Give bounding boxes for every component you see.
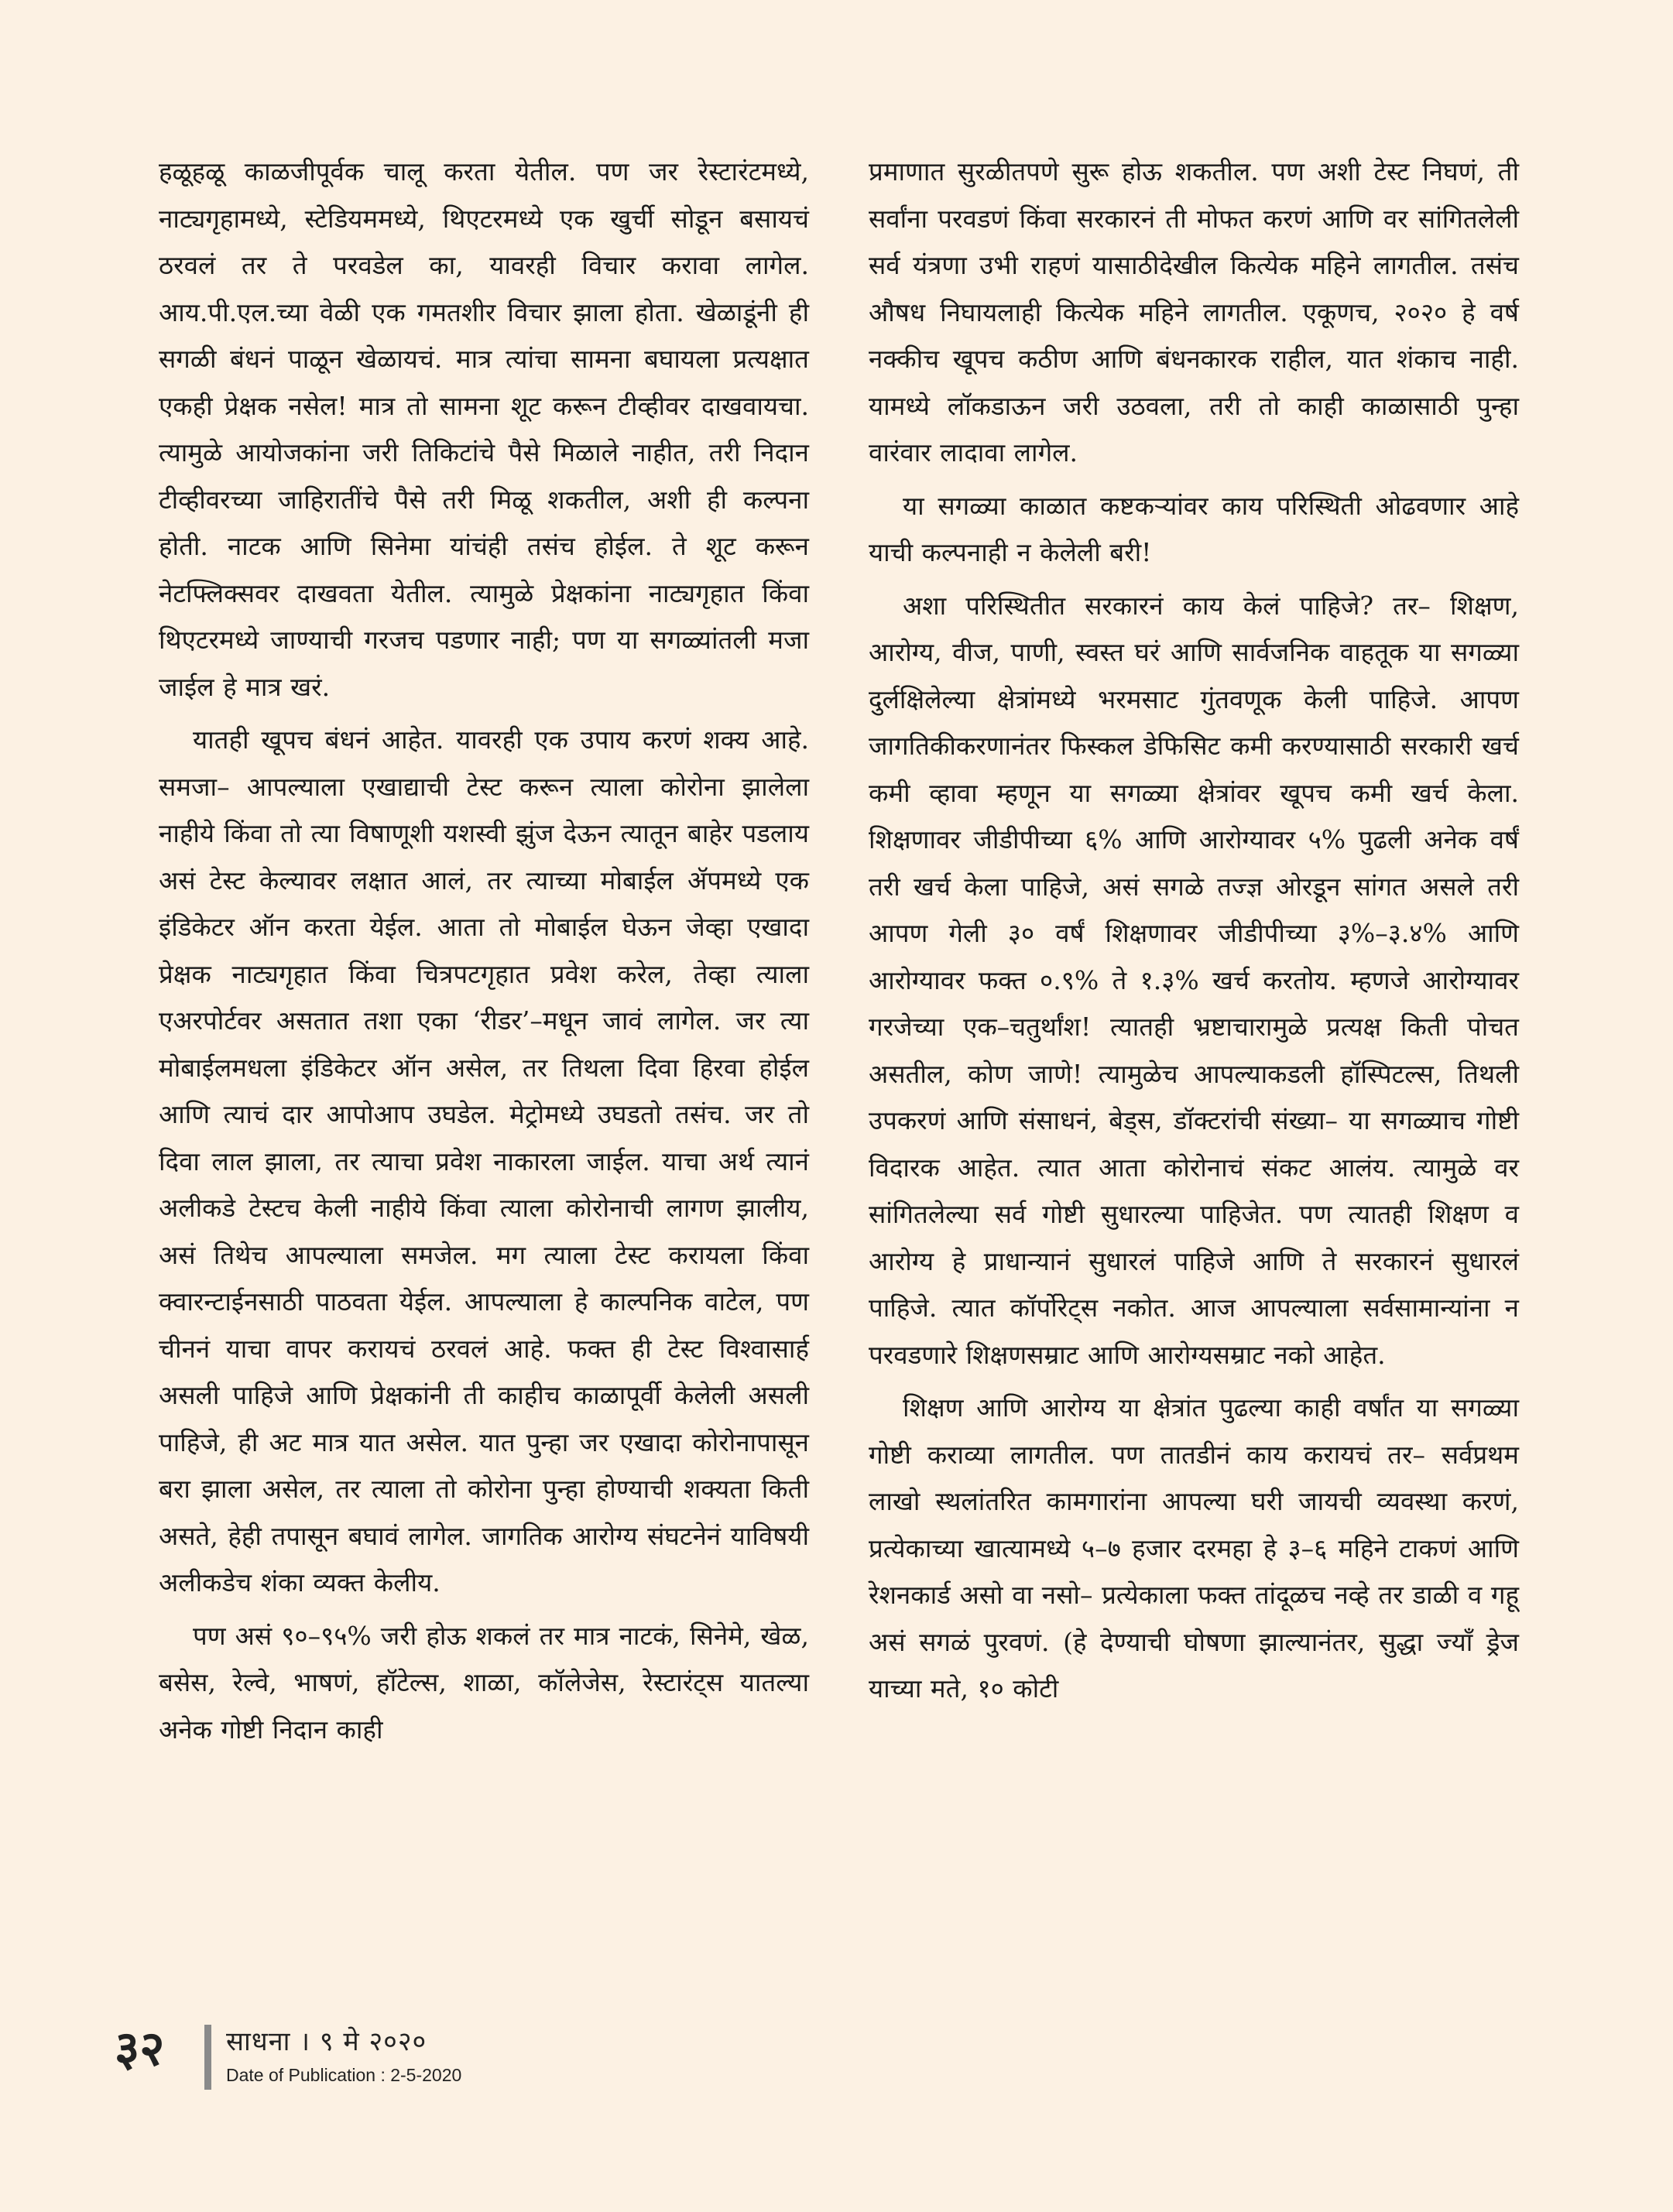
page-footer [115, 2020, 734, 2091]
paragraph: प्रमाणात सुरळीतपणे सुरू होऊ शकतील. पण अशी टेस्ट निघणं, ती सर्वांना परवडणं किंवा सरकारनं ती मोफत करणं आणि वर सांगितलेली सर्व यंत्रणा उभी राहणं यासाठीदेखील कित्येक महिने लागतील. तसंच औषध निघायलाही कित्येक महिने लागतील. एकूणच, २०२० हे वर्ष नक्कीच खूपच कठीण आणि बंधनकारक राहील, यात शंकाच नाही. यामध्ये लॉकडाऊन जरी उठवला, तरी तो काही काळासाठी पुन्हा वारंवार लादावा लागेल. [869, 156, 1519, 467]
footer-divider [204, 2025, 211, 2090]
paragraph: अशा परिस्थितीत सरकारनं काय केलं पाहिजे? तर– शिक्षण, आरोग्य, वीज, पाणी, स्वस्त घरं आणि सार्वजनिक वाहतूक या सगळ्या दुर्लक्षिलेल्या क्षेत्रांमध्ये भरमसाट गुंतवणूक केली पाहिजे. आपण जागतिकीकरणानंतर फिस्कल डेफिसिट कमी करण्यासाठी सरकारी खर्च कमी व्हावा म्हणून या सगळ्या क्षेत्रांवर खूपच कमी खर्च केला. शिक्षणावर जीडीपीच्या ६% आणि आरोग्यावर ५% पुढली अनेक वर्षं तरी खर्च केला पाहिजे, असं सगळे तज्ज्ञ ओरडून सांगत असले तरी आपण गेली ३० वर्षं शिक्षणावर जीडीपीच्या ३%–३.४% आणि आरोग्यावर फक्त ०.९% ते १.३% खर्च करतोय. म्हणजे आरोग्यावर गरजेच्या एक–चतुर्थांश! त्यातही भ्रष्टाचारामुळे प्रत्यक्ष किती पोचत असतील, कोण जाणे! त्यामुळेच आपल्याकडली हॉस्पिटल्स, तिथली उपकरणं आणि संसाधनं, बेड्‌स, डॉक्टरांची संख्या– या सगळ्याच गोष्टी विदारक आहेत. त्यात आता कोरोनाचं संकट आलंय. त्यामुळे वर सांगितलेल्या सर्व गोष्टी सुधारल्या पाहिजेत. पण त्यातही शिक्षण व आरोग्य हे प्राधान्यानं सुधारलं पाहिजे आणि ते सरकारनं सुधारलं पाहिजे. त्यात कॉर्पोरेट्‌स नकोत. आज आपल्याला सर्वसामान्यांना न परवडणारे शिक्षणसम्राट आणि आरोग्यसम्राट नको आहेत. [869, 590, 1519, 1370]
paragraph: हळूहळू काळजीपूर्वक चालू करता येतील. पण जर रेस्टारंटमध्ये, नाट्यगृहामध्ये, स्टेडियममध्ये, थिएटरमध्ये एक खुर्ची सोडून बसायचं ठरवलं तर ते परवडेल का, यावरही विचार करावा लागेल. आय.पी.एल.च्या वेळी एक गमतशीर विचार झाला होता. खेळाडूंनी ही सगळी बंधनं पाळून खेळायचं. मात्र त्यांचा सामना बघायला प्रत्यक्षात एकही प्रेक्षक नसेल! मात्र तो सामना शूट करून टीव्हीवर दाखवायचा. त्यामुळे आयोजकांना जरी तिकिटांचे पैसे मिळाले नाहीत, तरी निदान टीव्हीवरच्या जाहिरातींचे पैसे तरी मिळू शकतील, अशी ही कल्पना होती. नाटक आणि सिनेमा यांचंही तसंच होईल. ते शूट करून नेटफ्लिक्सवर दाखवता येतील. त्यामुळे प्रेक्षकांना नाट्यगृहात किंवा थिएटरमध्ये जाण्याची गरजच पडणार नाही; पण या सगळ्यांतली मजा जाईल हे मात्र खरं. [159, 156, 809, 702]
page-number: ३२ [115, 2020, 165, 2077]
publication-line: साधना । ९ मे २०२० [226, 2026, 427, 2057]
paragraph: यातही खूपच बंधनं आहेत. यावरही एक उपाय करणं शक्य आहे. समजा– आपल्याला एखाद्याची टेस्ट करून त्याला कोरोना झालेला नाहीये किंवा तो त्या विषाणूशी यशस्वी झुंज देऊन त्यातून बाहेर पडलाय असं टेस्ट केल्यावर लक्षात आलं, तर त्याच्या मोबाईल ॲपमध्ये एक इंडिकेटर ऑन करता येईल. आता तो मोबाईल घेऊन जेव्हा एखादा प्रेक्षक नाट्यगृहात किंवा चित्रपटगृहात प्रवेश करेल, तेव्हा त्याला एअरपोर्टवर असतात तशा एका ‘रीडर’–मधून जावं लागेल. जर त्या मोबाईलमधला इंडिकेटर ऑन असेल, तर तिथला दिवा हिरवा होईल आणि त्याचं दार आपोआप उघडेल. मेट्रोमध्ये उघडतो तसंच. जर तो दिवा लाल झाला, तर त्याचा प्रवेश नाकारला जाईल. याचा अर्थ त्यानं अलीकडे टेस्टच केली नाहीये किंवा त्याला कोरोनाची लागण झालीय, असं तिथेच आपल्याला समजेल. मग त्याला टेस्ट करायला किंवा क्वारन्टाईनसाठी पाठवता येईल. आपल्याला हे काल्पनिक वाटेल, पण चीननं याचा वापर करायचं ठरवलं आहे. फक्त ही टेस्ट विश्वासार्ह असली पाहिजे आणि प्रेक्षकांनी ती काहीच काळापूर्वी केलेली असली पाहिजे, ही अट मात्र यात असेल. यात पुन्हा जर एखादा कोरोनापासून बरा झाला असेल, तर त्याला तो कोरोना पुन्हा होण्याची शक्यता किती असते, हेही तपासून बघावं लागेल. जागतिक आरोग्य संघटनेनं याविषयी अलीकडेच शंका व्यक्त केलीय. [159, 724, 809, 1597]
date-of-publication: Date of Publication : 2-5-2020 [226, 2065, 462, 2085]
paragraph: पण असं ९०–९५% जरी होऊ शकलं तर मात्र नाटकं, सिनेमे, खेळ, बसेस, रेल्वे, भाषणं, हॉटेल्स, शाळा, कॉलेजेस, रेस्टारंट्स यातल्या अनेक गोष्टी निदान काही [159, 1620, 809, 1745]
right-column [869, 149, 1519, 1713]
paragraph: शिक्षण आणि आरोग्य या क्षेत्रांत पुढल्या काही वर्षांत या सगळ्या गोष्टी कराव्या लागतील. पण तातडीनं काय करायचं तर– सर्वप्रथम लाखो स्थलांतरित कामगारांना आपल्या घरी जायची व्यवस्था करणं, प्रत्येकाच्या खात्यामध्ये ५–७ हजार दरमहा हे ३–६ महिने टाकणं आणि रेशनकार्ड असो वा नसो– प्रत्येकाला फक्त तांदूळच नव्हे तर डाळी व गहू असं सगळं पुरवणं. (हे देण्याची घोषणा झाल्यानंतर, सुद्धा ज्याँ ड्रेज याच्या मते, १० कोटी [869, 1392, 1519, 1704]
left-column [159, 149, 809, 1753]
paragraph: या सगळ्या काळात कष्टकऱ्यांवर काय परिस्थिती ओढवणार आहे याची कल्पनाही न केलेली बरी! [869, 490, 1519, 567]
